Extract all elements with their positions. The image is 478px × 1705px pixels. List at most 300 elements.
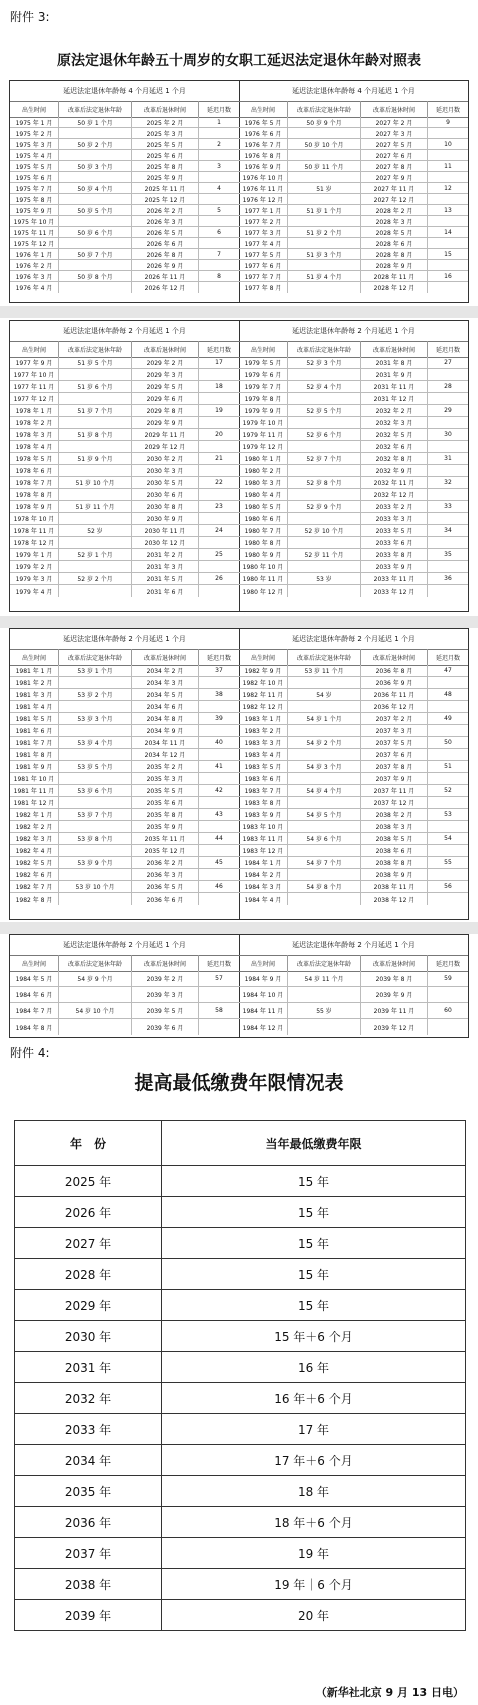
table-cell: 2032 年 3 月 — [361, 417, 428, 428]
table-cell: 12 — [444, 184, 452, 192]
table-cell: 1979 年 11 月 — [239, 429, 288, 440]
table-cell: 2030 年 3 月 — [132, 465, 199, 476]
table-cell: 1984 年 10 月 — [239, 987, 288, 1002]
table-cell: 51 岁 4 个月 — [288, 271, 361, 281]
table-cell: 13 — [444, 206, 452, 214]
table-cell — [288, 282, 361, 293]
fee-row — [15, 1352, 466, 1383]
table-cell — [428, 821, 468, 832]
table-cell: 1984 年 12 月 — [239, 1019, 288, 1035]
table-cell — [199, 845, 239, 856]
table-cell: 2038 年 2 月 — [361, 809, 428, 820]
fee-row — [15, 1600, 466, 1631]
table-row — [10, 128, 239, 139]
table-row — [239, 393, 468, 405]
table-cell: 1979 年 10 月 — [239, 417, 288, 428]
table-row — [10, 513, 239, 525]
table-cell: 2028 年 11 月 — [361, 271, 428, 281]
fee-years-cell: 15 年 — [162, 1259, 466, 1290]
table-cell: 2039 年 2 月 — [132, 971, 199, 986]
table-cell — [288, 773, 361, 784]
table-cell: 36 — [444, 575, 452, 582]
table-cell: 1980 年 12 月 — [239, 585, 288, 597]
table-cell: 2034 年 12 月 — [132, 749, 199, 760]
table-cell: 1982 年 9 月 — [239, 665, 288, 676]
table-row — [239, 809, 468, 821]
table-cell: 4 — [217, 184, 221, 192]
table-cell: 1980 年 9 月 — [239, 549, 288, 560]
section-title: 延迟法定退休年龄每 4 个月延迟 1 个月 — [10, 81, 239, 102]
table-cell: 39 — [215, 715, 223, 722]
table-cell: 6 — [217, 228, 221, 236]
table-cell: 1976 年 12 月 — [239, 194, 288, 204]
table-cell: 1981 年 1 月 — [10, 665, 59, 676]
table-cell: 1982 年 2 月 — [10, 821, 59, 832]
table-cell: 1982 年 1 月 — [10, 809, 59, 820]
table-cell — [428, 441, 468, 452]
table-cell: 1983 年 7 月 — [239, 785, 288, 796]
table-row — [239, 465, 468, 477]
table-cell: 53 岁 3 个月 — [59, 713, 132, 724]
fee-row — [15, 1197, 466, 1228]
table-cell: 53 岁 6 个月 — [59, 785, 132, 796]
table-cell: 2036 年 3 月 — [132, 869, 199, 880]
table-cell — [199, 238, 239, 248]
table-cell: 2030 年 9 月 — [132, 513, 199, 524]
table-row — [239, 537, 468, 549]
column-header: 改革后退休时间 — [361, 955, 428, 971]
table-cell: 2039 年 9 月 — [361, 987, 428, 1002]
table-cell — [199, 489, 239, 500]
table-cell: 2039 年 3 月 — [132, 987, 199, 1002]
table-cell: 53 岁 1 个月 — [59, 665, 132, 676]
table-cell: 2034 年 11 月 — [132, 737, 199, 748]
column-header: 出生时间 — [239, 341, 288, 357]
table-row — [10, 183, 239, 194]
fee-year-cell: 2027 年 — [15, 1228, 162, 1259]
table-row — [239, 665, 468, 677]
table-row — [10, 369, 239, 381]
table-cell: 1977 年 2 月 — [239, 216, 288, 226]
table-cell — [428, 417, 468, 428]
table-cell: 2025 年 8 月 — [132, 161, 199, 171]
table-cell — [428, 465, 468, 476]
table-row — [10, 429, 239, 441]
attachment3-label: 附件 3: — [10, 10, 50, 24]
table-cell: 52 岁 10 个月 — [288, 525, 361, 536]
table-cell — [59, 441, 132, 452]
fee-years-cell: 17 年 — [162, 1414, 466, 1445]
table-cell: 53 岁 7 个月 — [59, 809, 132, 820]
table-row — [239, 821, 468, 833]
table-cell: 1982 年 10 月 — [239, 677, 288, 688]
table-row — [10, 549, 239, 561]
table-cell: 1977 年 8 月 — [239, 282, 288, 293]
table-cell — [199, 725, 239, 736]
table-row — [10, 381, 239, 393]
section-title: 延迟法定退休年龄每 2 个月延迟 1 个月 — [239, 935, 468, 956]
table-cell: 1 — [217, 118, 221, 126]
table-row — [239, 701, 468, 713]
table-cell: 2037 年 8 月 — [361, 761, 428, 772]
table-cell: 1984 年 2 月 — [239, 869, 288, 880]
table-cell: 1979 年 9 月 — [239, 405, 288, 416]
table-cell: 2030 年 5 月 — [132, 477, 199, 488]
table-cell: 2035 年 5 月 — [132, 785, 199, 796]
table-row — [239, 513, 468, 525]
table-cell: 2028 年 3 月 — [361, 216, 428, 226]
table-cell: 51 岁 3 个月 — [288, 249, 361, 259]
table-cell: 2034 年 3 月 — [132, 677, 199, 688]
fee-row — [15, 1166, 466, 1197]
table-row — [10, 117, 239, 128]
table-cell — [288, 821, 361, 832]
table-cell — [199, 677, 239, 688]
table-row — [10, 749, 239, 761]
table-cell: 40 — [215, 739, 223, 746]
fee-row — [15, 1321, 466, 1352]
table-cell: 33 — [444, 503, 452, 510]
table-cell: 1981 年 10 月 — [10, 773, 59, 784]
table-cell: 1980 年 10 月 — [239, 561, 288, 572]
table-cell — [288, 749, 361, 760]
table-cell — [288, 489, 361, 500]
fee-year-cell: 2029 年 — [15, 1290, 162, 1321]
table-cell — [288, 561, 361, 572]
table-cell: 1975 年 2 月 — [10, 128, 59, 138]
table-cell: 1979 年 1 月 — [10, 549, 59, 560]
table-row — [10, 194, 239, 205]
table-cell: 2033 年 8 月 — [361, 549, 428, 560]
table-cell: 22 — [215, 479, 223, 486]
table-row — [10, 561, 239, 573]
fee-year-cell: 2035 年 — [15, 1476, 162, 1507]
table-cell — [288, 677, 361, 688]
fee-year-cell: 2031 年 — [15, 1352, 162, 1383]
table-cell — [59, 393, 132, 404]
table-cell: 60 — [444, 1007, 452, 1014]
table-cell: 2030 年 12 月 — [132, 537, 199, 548]
table-row — [239, 161, 468, 172]
table-cell: 2026 年 6 月 — [132, 238, 199, 248]
table-cell: 51 岁 9 个月 — [59, 453, 132, 464]
table-cell: 1978 年 3 月 — [10, 429, 59, 440]
table-cell: 2035 年 12 月 — [132, 845, 199, 856]
table-cell: 1984 年 3 月 — [239, 881, 288, 892]
column-headers — [239, 955, 468, 972]
table-cell: 1976 年 2 月 — [10, 260, 59, 270]
table-cell: 1984 年 5 月 — [10, 971, 59, 986]
fee-row — [15, 1569, 466, 1600]
table-row — [239, 845, 468, 857]
table-cell — [288, 393, 361, 404]
table-cell: 23 — [215, 503, 223, 510]
table-row — [239, 249, 468, 260]
table-cell: 1980 年 3 月 — [239, 477, 288, 488]
table-cell: 2027 年 9 月 — [361, 172, 428, 182]
table-cell — [288, 893, 361, 905]
table-cell: 1984 年 7 月 — [10, 1003, 59, 1018]
table-cell — [428, 701, 468, 712]
table-cell: 51 岁 11 个月 — [59, 501, 132, 512]
table-row — [239, 429, 468, 441]
table-cell: 45 — [215, 859, 223, 866]
table-cell: 53 岁 8 个月 — [59, 833, 132, 844]
table-cell: 2033 年 6 月 — [361, 537, 428, 548]
table-row — [239, 987, 468, 1003]
fee-years-cell: 15 年 — [162, 1290, 466, 1321]
table-cell: 1976 年 7 月 — [239, 139, 288, 149]
table-cell: 50 — [444, 739, 452, 746]
table-cell: 51 岁 8 个月 — [59, 429, 132, 440]
table-cell — [288, 216, 361, 226]
fee-years-cell: 19 年｜6 个月 — [162, 1569, 466, 1600]
table-cell: 2036 年 11 月 — [361, 689, 428, 700]
table-cell: 1981 年 7 月 — [10, 737, 59, 748]
section-title: 延迟法定退休年龄每 4 个月延迟 1 个月 — [239, 81, 468, 102]
table-cell — [199, 194, 239, 204]
table-row — [239, 128, 468, 139]
table-row — [10, 357, 239, 369]
table-row — [239, 172, 468, 183]
table-row — [239, 773, 468, 785]
table-cell — [428, 369, 468, 380]
table-cell: 1981 年 4 月 — [10, 701, 59, 712]
table-cell: 2031 年 5 月 — [132, 573, 199, 584]
table-cell — [288, 987, 361, 1002]
table-cell: 44 — [215, 835, 223, 842]
table-row — [239, 893, 468, 905]
table-row — [10, 689, 239, 701]
table-row — [239, 405, 468, 417]
table-cell: 1975 年 9 月 — [10, 205, 59, 215]
table-cell: 2025 年 11 月 — [132, 183, 199, 193]
table-cell — [199, 773, 239, 784]
table-cell — [199, 441, 239, 452]
table-cell: 54 岁 11 个月 — [288, 971, 361, 986]
table-cell — [199, 216, 239, 226]
table-cell: 1983 年 1 月 — [239, 713, 288, 724]
table-cell: 53 岁 — [288, 573, 361, 584]
table-cell — [59, 172, 132, 182]
fee-year-cell: 2034 年 — [15, 1445, 162, 1476]
table-cell: 1983 年 10 月 — [239, 821, 288, 832]
table-cell — [199, 585, 239, 597]
table-row — [10, 845, 239, 857]
table-cell: 1982 年 11 月 — [239, 689, 288, 700]
table-row — [10, 833, 239, 845]
table-cell — [199, 869, 239, 880]
table-cell — [288, 465, 361, 476]
table-cell: 2025 年 9 月 — [132, 172, 199, 182]
table-cell: 1976 年 5 月 — [239, 117, 288, 127]
table-cell — [428, 489, 468, 500]
table-cell: 1981 年 8 月 — [10, 749, 59, 760]
table-cell: 17 — [215, 359, 223, 366]
table-cell: 37 — [215, 667, 223, 674]
table-cell — [428, 797, 468, 808]
table-cell: 1976 年 1 月 — [10, 249, 59, 259]
column-header: 延迟月数 — [435, 346, 460, 354]
table-cell — [59, 561, 132, 572]
table-cell: 2028 年 12 月 — [361, 282, 428, 293]
table-cell: 2025 年 3 月 — [132, 128, 199, 138]
table-cell: 1983 年 4 月 — [239, 749, 288, 760]
table-cell: 2025 年 6 月 — [132, 150, 199, 160]
table-cell: 52 岁 3 个月 — [288, 357, 361, 368]
column-header: 出生时间 — [10, 101, 59, 117]
table-cell: 2031 年 8 月 — [361, 357, 428, 368]
table-cell: 2028 年 6 月 — [361, 238, 428, 248]
table-cell: 2 — [217, 140, 221, 148]
table-cell: 42 — [215, 787, 223, 794]
table-cell: 54 — [444, 835, 452, 842]
column-header: 改革后法定退休年龄 — [59, 955, 132, 971]
table-cell — [59, 893, 132, 905]
table-cell: 1983 年 12 月 — [239, 845, 288, 856]
fee-row — [15, 1414, 466, 1445]
table-cell: 54 岁 1 个月 — [288, 713, 361, 724]
table-cell — [59, 282, 132, 293]
table-cell — [59, 725, 132, 736]
fee-year-cell: 2039 年 — [15, 1600, 162, 1631]
table-cell: 16 — [444, 272, 452, 280]
table-row — [239, 271, 468, 282]
table-cell — [288, 585, 361, 597]
table-row — [239, 417, 468, 429]
table-cell: 31 — [444, 455, 452, 462]
table-cell: 1983 年 2 月 — [239, 725, 288, 736]
table-cell: 2039 年 8 月 — [361, 971, 428, 986]
table-cell: 50 岁 2 个月 — [59, 139, 132, 149]
table-cell — [59, 797, 132, 808]
table-cell: 53 岁 11 个月 — [288, 665, 361, 676]
table-row — [239, 881, 468, 893]
table-row — [239, 971, 468, 987]
table-cell: 41 — [215, 763, 223, 770]
table-cell: 47 — [444, 667, 452, 674]
table-cell: 2028 年 2 月 — [361, 205, 428, 215]
table-row — [239, 585, 468, 597]
table-cell: 50 岁 3 个月 — [59, 161, 132, 171]
table-cell: 2035 年 11 月 — [132, 833, 199, 844]
table-row — [10, 665, 239, 677]
table-half-right — [239, 321, 468, 611]
column-header: 改革后退休时间 — [361, 101, 428, 117]
table-cell: 1977 年 7 月 — [239, 271, 288, 281]
table-half-right — [239, 629, 468, 919]
table-row — [10, 249, 239, 260]
column-header: 改革后退休时间 — [361, 341, 428, 357]
table-cell: 1979 年 12 月 — [239, 441, 288, 452]
table-cell: 2038 年 5 月 — [361, 833, 428, 844]
table-cell — [288, 797, 361, 808]
table-cell: 2035 年 3 月 — [132, 773, 199, 784]
table-cell — [428, 987, 468, 1002]
table-cell: 1976 年 9 月 — [239, 161, 288, 171]
table-cell: 1978 年 10 月 — [10, 513, 59, 524]
table-row — [239, 489, 468, 501]
table-cell — [428, 869, 468, 880]
table-half-left — [10, 935, 240, 1037]
column-header: 出生时间 — [239, 649, 288, 665]
table-cell: 51 岁 — [288, 183, 361, 193]
table-cell: 1978 年 7 月 — [10, 477, 59, 488]
table-cell: 53 — [444, 811, 452, 818]
table-cell — [59, 489, 132, 500]
table-cell: 1983 年 3 月 — [239, 737, 288, 748]
fee-years-cell: 18 年 — [162, 1476, 466, 1507]
table-cell: 1982 年 12 月 — [239, 701, 288, 712]
table-cell: 2031 年 9 月 — [361, 369, 428, 380]
column-headers — [239, 649, 468, 666]
section-title: 延迟法定退休年龄每 2 个月延迟 1 个月 — [10, 629, 239, 650]
table-cell: 2038 年 11 月 — [361, 881, 428, 892]
table-cell: 1979 年 2 月 — [10, 561, 59, 572]
fee-year-cell: 2025 年 — [15, 1166, 162, 1197]
table-cell: 51 岁 7 个月 — [59, 405, 132, 416]
table-cell — [288, 869, 361, 880]
table-cell: 50 岁 11 个月 — [288, 161, 361, 171]
table-row — [10, 585, 239, 597]
table-cell: 1983 年 8 月 — [239, 797, 288, 808]
column-header: 改革后法定退休年龄 — [288, 649, 361, 665]
table-cell: 1977 年 9 月 — [10, 357, 59, 368]
table-rows — [239, 665, 468, 919]
table-cell: 1981 年 5 月 — [10, 713, 59, 724]
table-cell: 2026 年 5 月 — [132, 227, 199, 237]
table-cell — [59, 585, 132, 597]
table-cell — [199, 749, 239, 760]
table-row — [10, 869, 239, 881]
fee-table — [14, 1120, 466, 1631]
section-title: 延迟法定退休年龄每 2 个月延迟 1 个月 — [10, 935, 239, 956]
table-cell — [199, 282, 239, 293]
table-cell: 2032 年 2 月 — [361, 405, 428, 416]
table-cell — [428, 561, 468, 572]
table-row — [10, 677, 239, 689]
table-cell — [59, 987, 132, 1002]
table-row — [10, 441, 239, 453]
table-row — [10, 737, 239, 749]
table-row — [10, 809, 239, 821]
table-cell: 1975 年 3 月 — [10, 139, 59, 149]
table-cell: 1977 年 11 月 — [10, 381, 59, 392]
table-cell: 1977 年 12 月 — [10, 393, 59, 404]
table-cell: 29 — [444, 407, 452, 414]
table-cell: 2026 年 11 月 — [132, 271, 199, 281]
table-cell — [288, 194, 361, 204]
table-cell: 1984 年 4 月 — [239, 893, 288, 905]
table-cell: 2029 年 8 月 — [132, 405, 199, 416]
table-cell: 2032 年 8 月 — [361, 453, 428, 464]
table-cell: 53 岁 10 个月 — [59, 881, 132, 892]
table-cell — [199, 393, 239, 404]
table-row — [239, 869, 468, 881]
column-header: 延迟月数 — [435, 654, 460, 662]
table-cell: 2027 年 12 月 — [361, 194, 428, 204]
table-cell: 51 岁 6 个月 — [59, 381, 132, 392]
fee-table-header — [15, 1121, 466, 1166]
table-rows — [10, 357, 239, 611]
table-cell: 56 — [444, 883, 452, 890]
table-cell — [428, 725, 468, 736]
table-row — [239, 139, 468, 150]
table-cell: 1978 年 5 月 — [10, 453, 59, 464]
table-cell — [199, 797, 239, 808]
column-header: 改革后法定退休年龄 — [59, 101, 132, 117]
table-cell: 2038 年 12 月 — [361, 893, 428, 905]
